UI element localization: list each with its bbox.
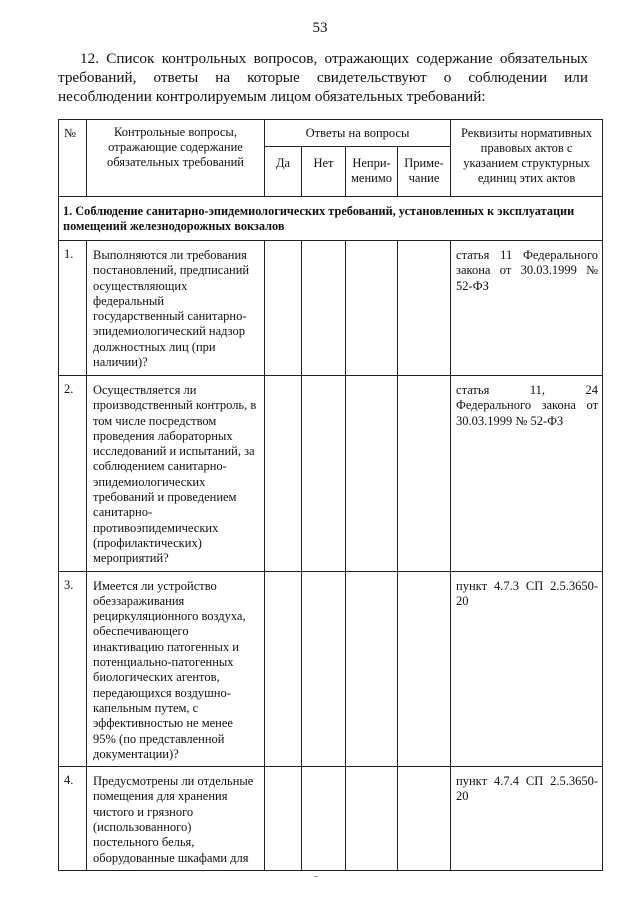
answer-yes-cell[interactable] <box>265 376 302 572</box>
table-row <box>59 767 603 871</box>
row-question: Предусмотрены ли отдельные помещения для хранения чистого и грязного (использованного) постельного белья, оборудованные шкафами для <box>87 767 265 871</box>
row-requisite: пункт 4.7.4 СП 2.5.3650-20 <box>451 767 603 871</box>
checklist-table <box>58 119 603 871</box>
row-number: 3. <box>59 571 87 767</box>
answer-no-cell[interactable] <box>302 241 346 376</box>
answer-note-cell[interactable] <box>398 376 451 572</box>
answer-na-cell[interactable] <box>346 571 398 767</box>
answer-note-cell[interactable] <box>398 241 451 376</box>
row-requisite: статья 11 Федерального закона от 30.03.1999 № 52-ФЗ <box>451 241 603 376</box>
row-question: Имеется ли устройство обеззараживания рециркуляционного воздуха, обеспечивающего инактивацию патогенных и потенциально-патогенных биологических агентов, передающихся воздушно-капельным путем, с эффективностью не менее 95% (по представленной документации)? <box>87 571 265 767</box>
answer-na-cell[interactable] <box>346 767 398 871</box>
section-heading <box>58 49 588 106</box>
header-row <box>59 120 603 147</box>
header-answer-yes: Да <box>265 147 302 197</box>
table-row <box>59 571 603 767</box>
header-questions: Контрольные вопросы, отражающие содержание обязательных требований <box>87 120 265 197</box>
row-number: 1. <box>59 241 87 376</box>
row-requisite: статья 11, 24 Федерального закона от 30.03.1999 № 52-ФЗ <box>451 376 603 572</box>
table-row <box>59 376 603 572</box>
heading-text: 12. Список контрольных вопросов, отражающих содержание обязательных требований, ответы на которые свидетельствуют о соблюдении или несоблюдении контролируемым лицом обязательных требований: <box>58 50 588 105</box>
header-answer-na: Непри-менимо <box>346 147 398 197</box>
answer-na-cell[interactable] <box>346 241 398 376</box>
row-requisite: пункт 4.7.3 СП 2.5.3650-20 <box>451 571 603 767</box>
answer-yes-cell[interactable] <box>265 241 302 376</box>
row-number: 4. <box>59 767 87 871</box>
answer-yes-cell[interactable] <box>265 571 302 767</box>
footer-mark <box>314 876 318 877</box>
header-requisites: Реквизиты нормативных правовых актов с указанием структурных единиц этих актов <box>451 120 603 197</box>
row-question: Осуществляется ли производственный контроль, в том числе посредством проведения лабораторных исследований и испытаний, за соблюдением санитарно-эпидемиологических требований и проведением санитарно-противоэпидемических (профилактических) мероприятий? <box>87 376 265 572</box>
answer-yes-cell[interactable] <box>265 767 302 871</box>
answer-note-cell[interactable] <box>398 571 451 767</box>
row-question: Выполняются ли требования постановлений, предписаний осуществляющих федеральный государственный санитарно-эпидемиологический надзор должностных лиц (при наличии)? <box>87 241 265 376</box>
header-answers: Ответы на вопросы <box>265 120 451 147</box>
header-answer-note: Приме-чание <box>398 147 451 197</box>
row-number: 2. <box>59 376 87 572</box>
answer-note-cell[interactable] <box>398 767 451 871</box>
section-row <box>59 197 603 241</box>
header-number: № <box>59 120 87 197</box>
header-answer-no: Нет <box>302 147 346 197</box>
section-title: 1. Соблюдение санитарно-эпидемиологических требований, установленных к эксплуатации помещений железнодорожных вокзалов <box>59 197 603 241</box>
answer-no-cell[interactable] <box>302 376 346 572</box>
answer-no-cell[interactable] <box>302 767 346 871</box>
answer-no-cell[interactable] <box>302 571 346 767</box>
page-number: 53 <box>312 20 328 36</box>
answer-na-cell[interactable] <box>346 376 398 572</box>
table-row <box>59 241 603 376</box>
